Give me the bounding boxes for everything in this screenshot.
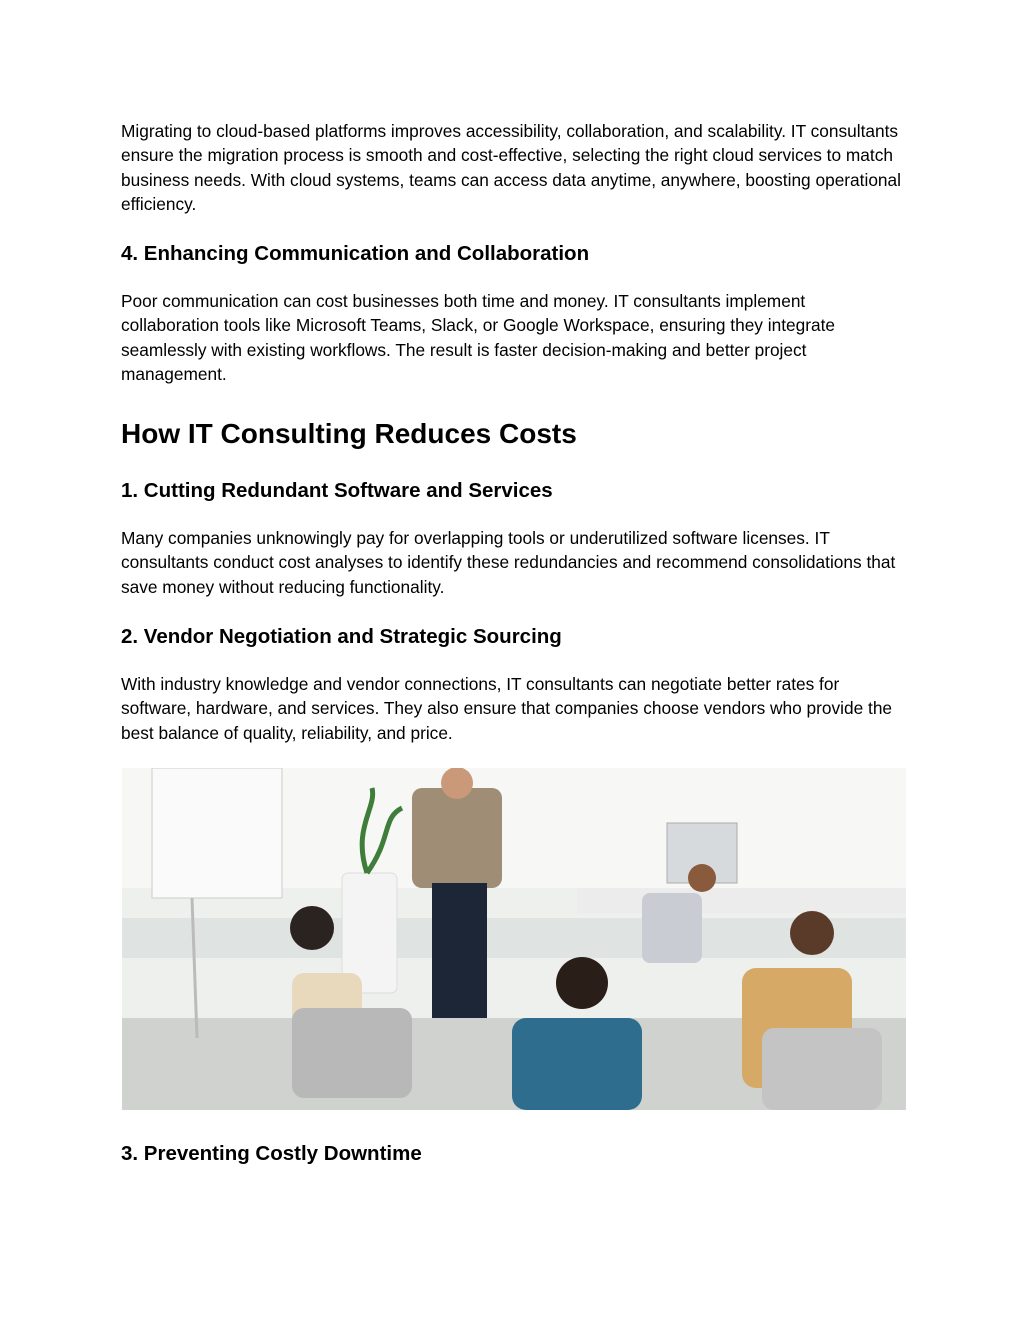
paragraph-communication: Poor communication can cost businesses both time and money. IT consultants implement collaboration tools like Microsoft Teams, Slack, or Google Workspace, ensuring they integrate seamlessly with existing workflows. The result is faster decision-making and better project management. [121,291,835,385]
paragraph-vendor-negotiation: With industry knowledge and vendor connections, IT consultants can negotiate better rates for software, hardware, and services. They also ensure that companies choose vendors who provide the best balance of quality, reliability, and price. [121,674,893,743]
heading-reduces-costs: How IT Consulting Reduces Costs [121,418,577,449]
heading-communication: 4. Enhancing Communication and Collaboration [121,242,590,265]
paragraph-redundant-software: Many companies unknowingly pay for overlapping tools or underutilized software licenses. IT consultants conduct cost analyses to identify these redundancies and recommend consolidations that save money without reducing functionality. [121,528,896,597]
office-meeting-photo [122,768,906,1110]
paragraph-cloud-migration: Migrating to cloud-based platforms improves accessibility, collaboration, and scalability. IT consultants ensure the migration process is smooth and cost-effective, selecting the right cloud services to match business needs. With cloud systems, teams can access data anytime, anywhere, boosting operational efficiency. [121,121,901,215]
heading-redundant-software: 1. Cutting Redundant Software and Services [121,479,553,502]
heading-vendor-negotiation: 2. Vendor Negotiation and Strategic Sourcing [121,625,562,648]
heading-preventing-downtime: 3. Preventing Costly Downtime [121,1142,422,1165]
